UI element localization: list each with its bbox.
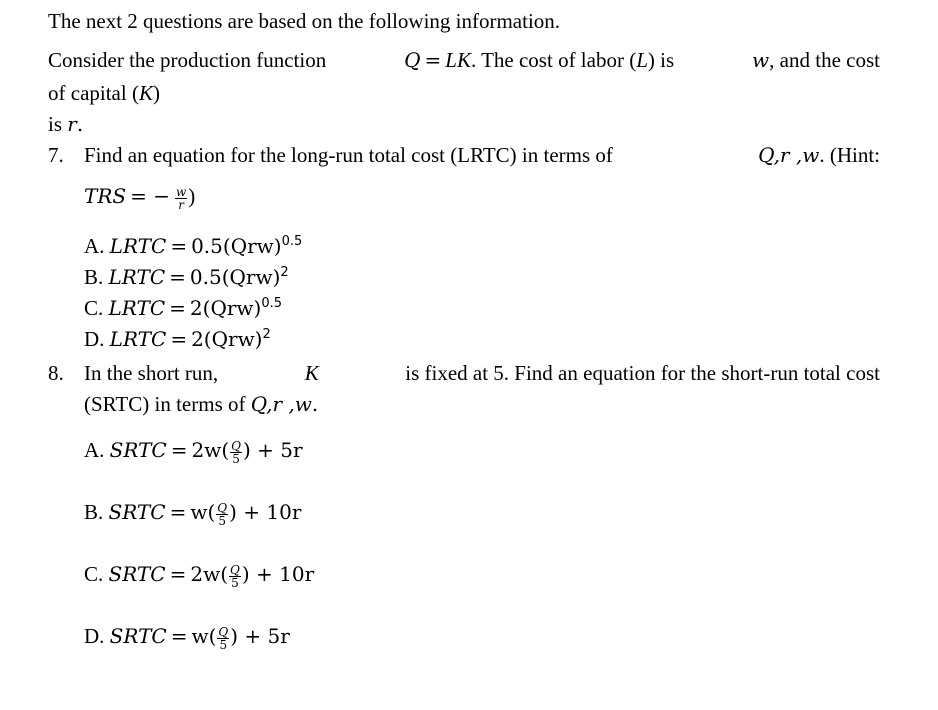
context-math-q: Q = LK. The cost of labor (L) is (404, 48, 675, 72)
q7-option-c[interactable]: C. LRTC = 2(Qrw)$^{0.5}$ (84, 296, 283, 320)
q8-number: 8. (48, 361, 64, 385)
q7-option-b[interactable]: B. LRTC = 0.5(Qrw)$^2$ (84, 265, 289, 289)
q-over-5-fraction: $\frac{Q}{5}$ (230, 562, 240, 590)
q8-option-d[interactable]: D. SRTC = w( $\frac{Q}{5}$ ) + 5r (84, 624, 290, 652)
q7-option-a[interactable]: A. LRTC = 0.5(Qrw)$^{0.5}$ (84, 234, 303, 258)
q8-text-line-1: In the short run, K is fixed at 5. Find an equation for the short-run total cost (84, 361, 880, 385)
intro-text: The next 2 questions are based on the following information. (48, 9, 561, 33)
q8-option-c[interactable]: C. SRTC = 2w( $\frac{Q}{5}$ ) + 10r (84, 562, 315, 590)
q8-option-a[interactable]: A. SRTC = 2w( $\frac{Q}{5}$ ) + 5r (84, 438, 303, 466)
q7-option-d[interactable]: D. LRTC = 2(Qrw)$^2$ (84, 327, 271, 351)
context-line-1 (48, 47, 880, 73)
q8-option-b[interactable]: B. SRTC = w( $\frac{Q}{5}$ ) + 10r (84, 500, 302, 528)
q-over-5-fraction: $\frac{Q}{5}$ (231, 438, 241, 466)
q-over-5-fraction: $\frac{Q}{5}$ (218, 624, 229, 652)
q7-number: 7. (48, 143, 64, 167)
q8-text-line-2: (SRTC) in terms of Q,r ,w. (84, 392, 319, 416)
context-w2: w, and the cost (752, 48, 880, 72)
q-over-5-fraction: $\frac{Q}{5}$ (217, 500, 228, 528)
context-line-2: of capital (K) (48, 81, 160, 105)
context-w1: Consider the production function (48, 48, 327, 72)
q7-text: Find an equation for the long-run total cost (LRTC) in terms of Q,r ,w. (Hint: (84, 143, 880, 167)
hint-fraction: $\frac{w}{r}$ (175, 184, 187, 212)
context-line-3: is r. (48, 112, 84, 136)
q7-hint-equation: TRS = − $\frac{w}{r}$ ) (84, 184, 196, 212)
